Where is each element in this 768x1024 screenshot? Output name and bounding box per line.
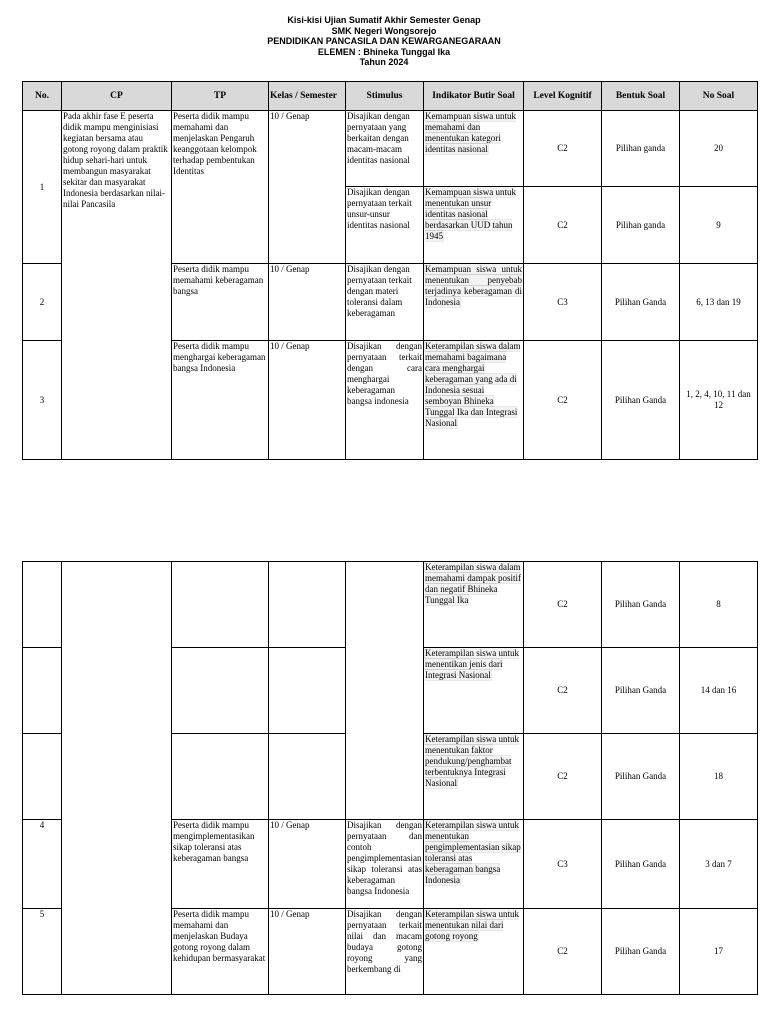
level-cell: C2 <box>524 562 602 648</box>
table-header-row <box>23 82 758 111</box>
level-cell: C2 <box>524 111 602 187</box>
kelas-cell <box>269 648 346 734</box>
tp-cell: Peserta didik mampu memahami keberagaman bangsa <box>172 264 269 341</box>
level-cell: C2 <box>524 187 602 264</box>
header-kelas: Kelas / Semester <box>269 82 346 111</box>
level-cell: C2 <box>524 648 602 734</box>
row-no: 5 <box>23 909 62 995</box>
kelas-cell: 10 / Genap <box>269 820 346 909</box>
stimulus-cell <box>346 562 424 820</box>
nosoal-cell: 6, 13 dan 19 <box>680 264 758 341</box>
kelas-cell: 10 / Genap <box>269 909 346 995</box>
header-bentuk: Bentuk Soal <box>602 82 680 111</box>
level-cell: C3 <box>524 820 602 909</box>
row-no <box>23 734 62 820</box>
nosoal-cell: 18 <box>680 734 758 820</box>
indikator-cell: Keterampilan siswa untuk menentukan nilai dari gotong royong <box>424 909 524 995</box>
header-level: Level Kognitif <box>524 82 602 111</box>
kelas-cell <box>269 562 346 648</box>
row-no <box>23 562 62 648</box>
level-cell: C2 <box>524 734 602 820</box>
level-cell: C3 <box>524 264 602 341</box>
bentuk-cell: Pilihan Ganda <box>602 820 680 909</box>
tp-cell: Peserta didik mampu mengimplementasikan sikap toleransi atas keberagaman bangsa <box>172 820 269 909</box>
nosoal-cell: 9 <box>680 187 758 264</box>
row-no: 1 <box>23 111 62 264</box>
nosoal-cell: 8 <box>680 562 758 648</box>
stimulus-cell: Disajikan dengan pernyataan terkait unsur-unsur identitas nasional <box>346 187 424 264</box>
row-no <box>23 648 62 734</box>
kelas-cell: 10 / Genap <box>269 264 346 341</box>
nosoal-cell: 14 dan 16 <box>680 648 758 734</box>
title-line-1: Kisi-kisi Ujian Sumatif Akhir Semester Genap <box>287 15 481 25</box>
kisi-kisi-table-page-1 <box>22 81 758 460</box>
bentuk-cell: Pilihan Ganda <box>602 909 680 995</box>
row-no: 4 <box>23 820 62 909</box>
tp-cell <box>172 562 269 648</box>
bentuk-cell: Pilihan ganda <box>602 111 680 187</box>
title-line-2: SMK Negeri Wongsorejo <box>331 25 437 36</box>
stimulus-cell: Disajikan dengan pernyataan yang berkaitan dengan macam-macam identitas nasional <box>346 111 424 187</box>
tp-cell <box>172 734 269 820</box>
tp-cell: Peserta didik mampu menghargai keberagaman bangsa Indonesia <box>172 341 269 460</box>
document-title <box>0 15 768 68</box>
kelas-cell: 10 / Genap <box>269 341 346 460</box>
kelas-cell: 10 / Genap <box>269 111 346 264</box>
tp-cell: Peserta didik mampu memahami dan menjelaskan Budaya gotong royong dalam kehidupan bermasyarakat <box>172 909 269 995</box>
stimulus-cell: Disajikan dengan pernyataan terkait nilai dan macam budaya gotong royong yang berkembang di <box>346 909 424 995</box>
header-nosoal: No Soal <box>680 82 758 111</box>
level-cell: C2 <box>524 341 602 460</box>
bentuk-cell: Pilihan Ganda <box>602 734 680 820</box>
table-row <box>23 562 758 648</box>
level-cell: C2 <box>524 909 602 995</box>
nosoal-cell: 1, 2, 4, 10, 11 dan 12 <box>680 341 758 460</box>
indikator-cell: Kemampuan siswa untuk menentukan penyebab terjadinya keberagaman di Indonesia <box>424 264 524 341</box>
header-tp: TP <box>172 82 269 111</box>
stimulus-cell: Disajikan dengan pernyataan terkait dengan cara menghargai keberagaman bangsa indonesia <box>346 341 424 460</box>
bentuk-cell: Pilihan Ganda <box>602 264 680 341</box>
bentuk-cell: Pilihan Ganda <box>602 341 680 460</box>
row-no: 3 <box>23 341 62 460</box>
indikator-cell: Keterampilan siswa dalam memahami bagaimana cara menghargai keberagaman yang ada di Indonesia sesuai semboyan Bhineka Tunggal Ika dan Integrasi Nasional <box>424 341 524 460</box>
indikator-cell: Kemampuan siswa untuk menentukan unsur identitas nasional berdasarkan UUD tahun 1945 <box>424 187 524 264</box>
indikator-cell: Keterampilan siswa untuk menentukan faktor pendukung/penghambat terbentuknya Integrasi Nasional <box>424 734 524 820</box>
kisi-kisi-table-page-2 <box>22 561 758 995</box>
cp-cell <box>62 562 172 995</box>
bentuk-cell: Pilihan Ganda <box>602 648 680 734</box>
cp-cell: Pada akhir fase E peserta didik mampu menginisiasi kegiatan bersama atau gotong royong dalam praktik hidup sehari-hari untuk membangun masyarakat sekitar dan masyarakat Indonesia berdasarkan nilai-nilai Pancasila <box>62 111 172 460</box>
nosoal-cell: 17 <box>680 909 758 995</box>
header-indikator: Indikator Butir Soal <box>424 82 524 111</box>
indikator-cell: Keterampilan siswa untuk menentikan jenis dari Integrasi Nasional <box>424 648 524 734</box>
indikator-cell: Keterampilan siswa dalam memahami dampak positif dan negatif Bhineka Tunggal Ika <box>424 562 524 648</box>
nosoal-cell: 20 <box>680 111 758 187</box>
tp-cell: Peserta didik mampu memahami dan menjelaskan Pengaruh keanggotaan kelompok terhadap pembentukan Identitas <box>172 111 269 264</box>
table-row <box>23 111 758 187</box>
header-no: No. <box>23 82 62 111</box>
title-line-5: Tahun 2024 <box>359 57 409 67</box>
title-line-4: ELEMEN : Bhineka Tunggal Ika <box>317 46 451 57</box>
kelas-cell <box>269 734 346 820</box>
header-stimulus: Stimulus <box>346 82 424 111</box>
tp-cell <box>172 648 269 734</box>
header-cp: CP <box>62 82 172 111</box>
nosoal-cell: 3 dan 7 <box>680 820 758 909</box>
title-line-3: PENDIDIKAN PANCASILA DAN KEWARGANEGARAAN <box>267 36 501 46</box>
bentuk-cell: Pilihan Ganda <box>602 562 680 648</box>
stimulus-cell: Disajikan dengan pernyataan dan contoh pengimplementasian sikap toleransi atas keberagaman bangsa Indonesia <box>346 820 424 909</box>
stimulus-cell: Disajikan dengan pernyataan terkait dengan materi toleransi dalam keberagaman <box>346 264 424 341</box>
bentuk-cell: Pilihan ganda <box>602 187 680 264</box>
row-no: 2 <box>23 264 62 341</box>
indikator-cell: Keterampilan siswa untuk menentukan pengimplementasian sikap toleransi atas keberagaman bangsa Indonesia <box>424 820 524 909</box>
indikator-cell: Kemampuan siswa untuk memahami dan menentukan kategori identitas nasional <box>424 111 524 187</box>
